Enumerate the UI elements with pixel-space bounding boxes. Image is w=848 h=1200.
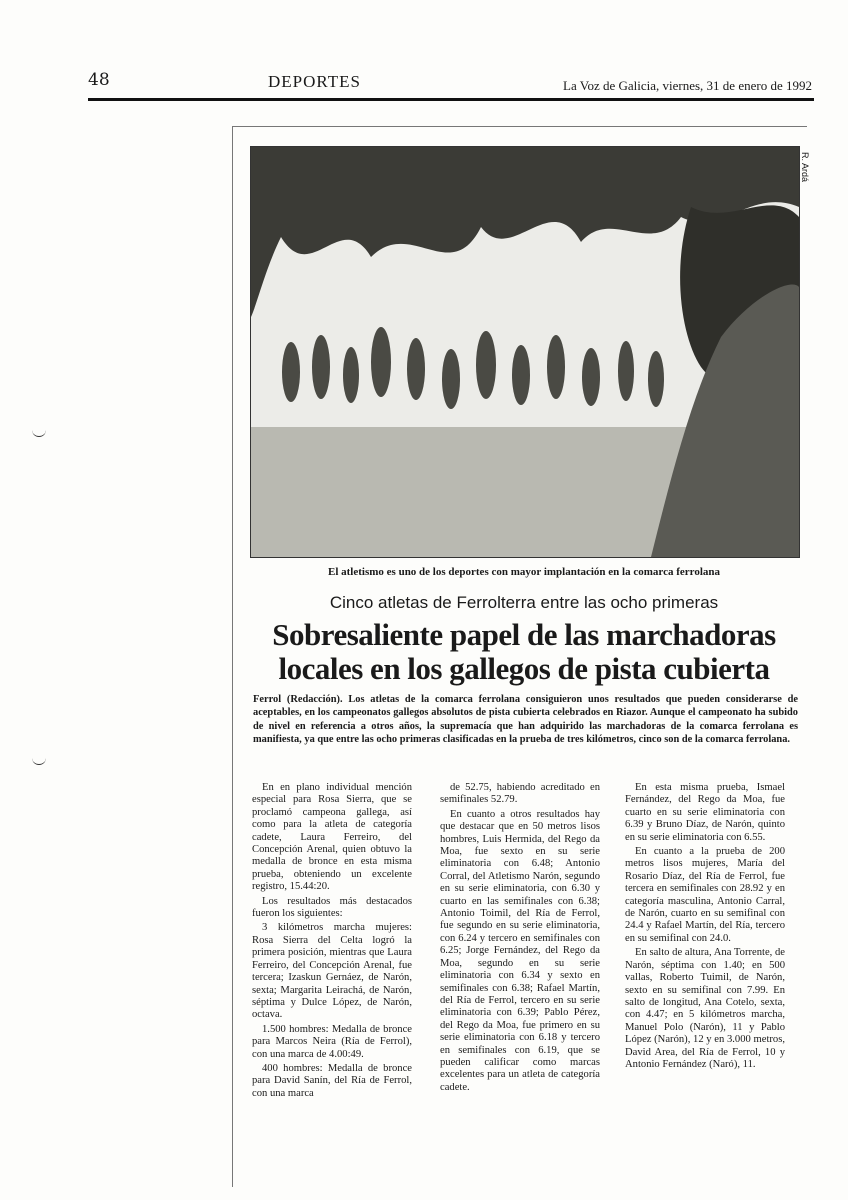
article-column-3	[625, 782, 785, 1073]
paragraph: En en plano individual mención especial para Rosa Sierra, que se proclamó campeona gallega, así como para la atleta de categoría cadete, Laura Ferreiro, del Concepción Arenal, quien obtuvo la medalla de bronce en esta misma prueba, obteniendo un excelente registro, 15.44:20.	[252, 782, 412, 893]
punch-mark	[32, 754, 46, 765]
paragraph: Los resultados más destacados fueron los siguientes:	[252, 895, 412, 920]
paragraph: 1.500 hombres: Medalla de bronce para Marcos Neira (Ría de Ferrol), con una marca de 4.00:49.	[252, 1023, 412, 1060]
header-rule	[88, 98, 814, 101]
photo-caption: El atletismo es uno de los deportes con mayor implantación en la comarca ferrolana	[328, 566, 720, 578]
photo-credit: R. Ardá	[800, 152, 810, 183]
article-column-1	[252, 782, 412, 1102]
paragraph: En salto de altura, Ana Torrente, de Narón, séptima con 1.40; en 500 vallas, Roberto Tuimil, de Narón, sexto en su semifinal con 7.99. En salto de longitud, Ana Cotelo, sexta, con 4.47; en 5 kilómetros marcha, Manuel Polo (Narón), 11 y Pablo López (Narón), 12 y en 3.000 metros, David Area, del Ría de Ferrol, 10 y Antonio Fernández (Naró), 11.	[625, 947, 785, 1070]
section-title: DEPORTES	[268, 72, 361, 91]
paragraph: En cuanto a la prueba de 200 metros lisos mujeres, María del Rosario Díaz, del Ría de Ferrol, fue tercera en semifinales con 28.92 y en categoría masculina, Antonio Carral, de Narón, cuarto en su semifinal con 24.4 y Rafael Martín, del Ría, tercero en su semifinal con 24.0.	[625, 846, 785, 944]
paragraph: 3 kilómetros marcha mujeres: Rosa Sierra del Celta logró la primera posición, mientras que Laura Ferreiro, del Concepción Arenal, fue tercera; Izaskun Gernáez, de Narón, sexta; Margarita Leirachá, de Narón, séptima y Dulce López, de Narón, octava.	[252, 922, 412, 1021]
article-kicker: Cinco atletas de Ferrolterra entre las ocho primeras	[329, 593, 719, 612]
dateline: La Voz de Galicia, viernes, 31 de enero de 1992	[563, 78, 812, 93]
article-lead: Ferrol (Redacción). Los atletas de la comarca ferrolana consiguieron unos resultados que pueden considerarse de aceptables, en los campeonatos gallegos absolutos de pista cubierta celebrados en Riazor. Aunque el campeonato ha subido de nivel en referencia a otros años, la supremacía que han adquirido las marchadoras de la comarca ferrolana es manifiesta, ya que entre las ocho primeras clasificadas en la prueba de tres kilómetros, cinco son de la comarca ferrolana.	[253, 694, 798, 746]
paragraph: 400 hombres: Medalla de bronce para David Sanín, del Ría de Ferrol, con una marca	[252, 1062, 412, 1099]
paragraph: de 52.75, habiendo acreditado en semifinales 52.79.	[440, 782, 600, 806]
article-headline: Sobresaliente papel de las marchadoras locales en los gallegos de pista cubierta	[272, 617, 776, 686]
paragraph: En cuanto a otros resultados hay que destacar que en 50 metros lisos hombres, Luis Hermida, del Rego da Moa, fue sexto en su serie eliminatoria con 6.48; Antonio Corral, del Atletismo Narón, segundo en su serie eliminatoria, con 6.30 y cuarto en las semifinales con 6.38; Antonio Toimil, del Ría de Ferrol, fue segundo en su serie eliminatoria, con 6.24 y tercero en semifinales con 6.25; Jorge Fernández, del Rego da Moa, segundo en su serie eliminatoria con 6.34 y sexto en semifinales con 6.38; Rafael Martín, del Ría de Ferrol, tercero en su serie eliminatoria con 6.39; Pablo Pérez, del Rego da Moa, fue primero en su serie eliminatoria con 6.18 y tercero en semifinales con 6.19, que se pueden calificar como marcas excelentes para un atleta de categoría cadete.	[440, 808, 600, 1093]
page-number: 48	[88, 70, 110, 90]
athletics-photo	[250, 146, 800, 558]
paragraph: En esta misma prueba, Ismael Fernández, del Rego da Moa, fue cuarto en su serie eliminatoria con 6.39 y Bruno Díaz, de Narón, quinto en su serie eliminatoria con 6.55.	[625, 782, 785, 843]
article-column-2	[440, 782, 600, 1096]
punch-mark	[32, 426, 46, 437]
